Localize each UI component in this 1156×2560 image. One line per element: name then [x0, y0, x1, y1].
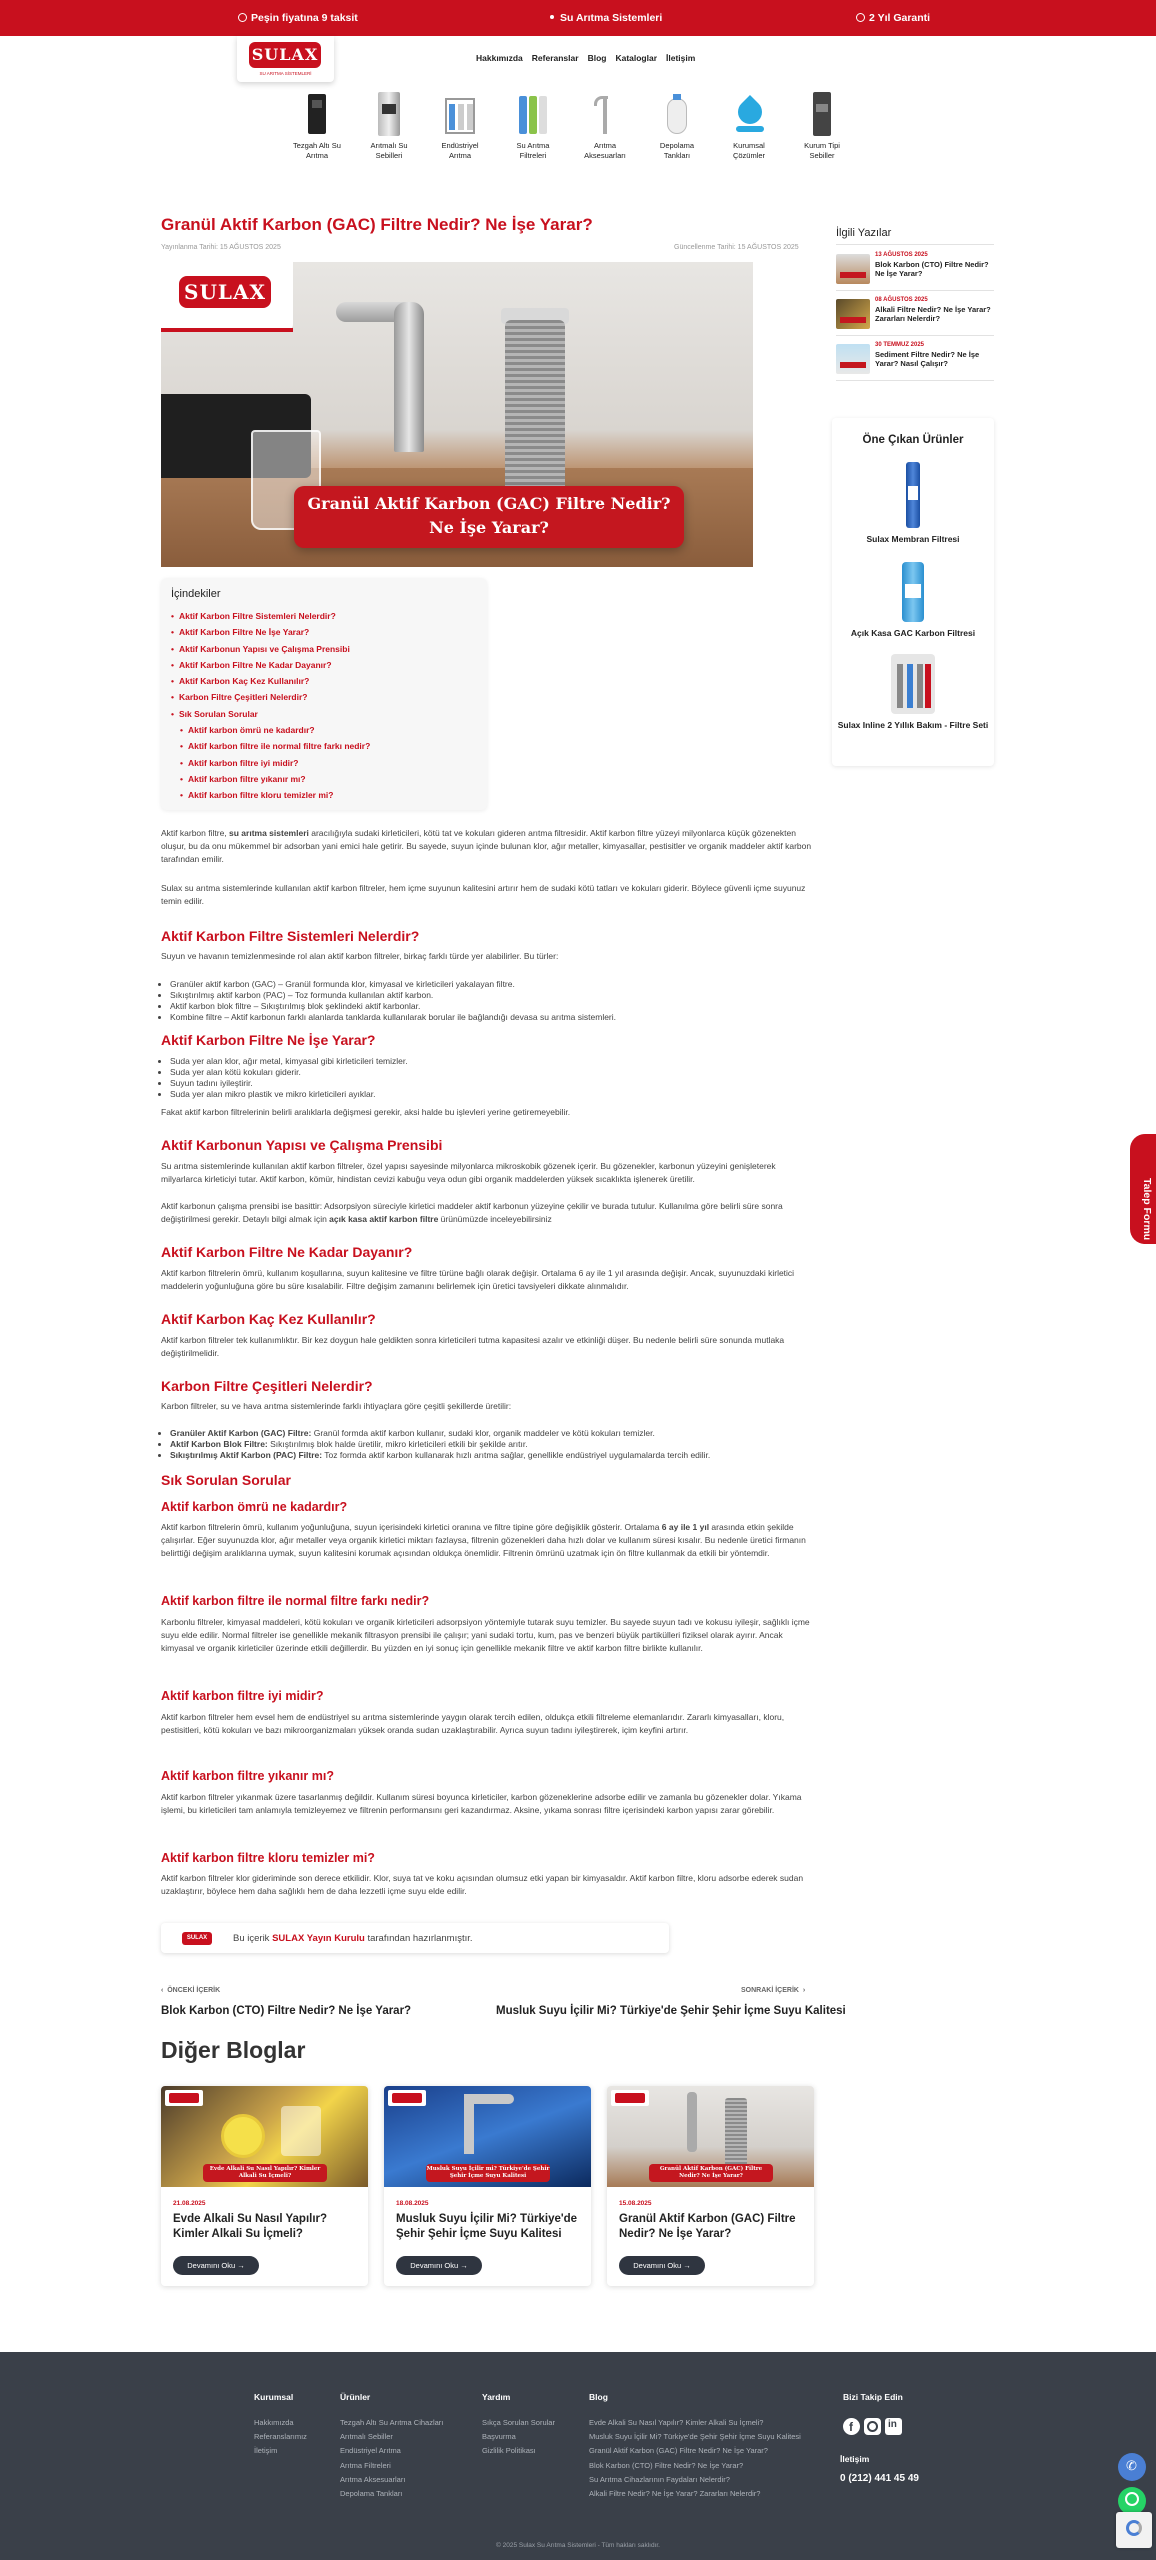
card-title[interactable]: Granül Aktif Karbon (GAC) Filtre Nedir? Ne İşe Yarar?: [619, 2213, 796, 2240]
card-logo: [611, 2090, 649, 2106]
related-post-thumb: [836, 254, 870, 284]
whatsapp-button[interactable]: [1118, 2487, 1146, 2515]
intro-paragraph: Aktif karbon filtre, su arıtma sistemleri aracılığıyla sudaki kirleticileri, kötü tat ve kokuları gideren arıtma filtresidir. Aktif karbon filtre yüzeyi milyonlarca küçük gözenekten oluşur, bu da onu mükemmel bir adsorban yani emici hale getirir. Bu sayede, suyun içinde bulunan klor, ağır metaller, kimyasallar, pestisitler ve organik maddeler aktif karbon tarafından emilir.: [161, 828, 812, 865]
footer-link[interactable]: Arıtmalı Sebiller: [340, 2432, 393, 2442]
published-date: Yayınlanma Tarihi: 15 AĞUSTOS 2025: [161, 244, 281, 251]
footer-link[interactable]: Blok Karbon (CTO) Filtre Nedir? Ne İşe Yarar?: [589, 2460, 744, 2470]
hero-faucet: [394, 302, 424, 452]
list-item: • Sıkıştırılmış Aktif Karbon (PAC) Filtre: Toz formda aktif karbon kullanarak hızlı arıtma sağlar, genellikle endüstriyel uygulamalarda tercih edilir.: [170, 1450, 810, 1461]
article-title: Granül Aktif Karbon (GAC) Filtre Nedir? Ne İşe Yarar?: [161, 215, 593, 234]
instagram-icon[interactable]: [864, 2418, 881, 2435]
section-paragraph: Fakat aktif karbon filtrelerinin belirli aralıklarla değişmesi gerekir, aksi halde bu işlevleri yerine getiremeyebilir.: [161, 1107, 571, 1117]
footer-link[interactable]: Başvurma: [482, 2432, 516, 2442]
footer-link[interactable]: Evde Alkali Su Nasıl Yapılır? Kimler Alkali Su İçmeli?: [589, 2418, 764, 2427]
section-paragraph: Suyun ve havanın temizlenmesinde rol alan aktif karbon filtreler, birkaç farklı türde yer alabilirler. Bu türler:: [161, 951, 559, 961]
toc-subitem[interactable]: • Aktif karbon filtre yıkanır mı?: [171, 771, 477, 787]
list-item: • Aktif Karbon Blok Filtre: Sıkıştırılmış blok halde üretilir, mikro kirleticileri etkili bir şekilde arıtır.: [170, 1439, 810, 1450]
toc-item[interactable]: • Aktif Karbonun Yapısı ve Çalışma Prensibi: [171, 641, 477, 657]
list-item: • Suda yer alan kötü kokuları giderir.: [170, 1067, 810, 1078]
toc-item[interactable]: • Aktif Karbon Filtre Ne Kadar Dayanır?: [171, 657, 477, 673]
other-blogs-title: Diğer Bloglar: [161, 2037, 306, 2063]
section-heading: Aktif Karbon Filtre Ne Kadar Dayanır?: [161, 1244, 413, 1260]
footer-col-corporate: Kurumsal Hakkımızda Referanslarımız İletişim: [254, 2392, 307, 2459]
footer-link[interactable]: Hakkımızda: [254, 2418, 294, 2427]
footer-col-follow: Bizi Takip Edin: [843, 2392, 903, 2402]
list-item: • Kombine filtre – Aktif karbonun farklı alanlarda tanklarda kullanılarak borular ile bağlandığı devasa su arıtma sistemleri.: [170, 1012, 810, 1023]
featured-products-title: Öne Çıkan Ürünler: [862, 434, 964, 446]
section-heading: Aktif Karbon Kaç Kez Kullanılır?: [161, 1311, 376, 1327]
toc-item[interactable]: • Karbon Filtre Çeşitleri Nelerdir?: [171, 689, 477, 705]
category-menu: [282, 92, 872, 164]
table-of-contents: [161, 578, 487, 810]
author-logo: SULAX: [182, 1932, 212, 1945]
section-list: [170, 1428, 810, 1461]
water-dispenser-icon: [372, 92, 406, 136]
footer-link[interactable]: Endüstriyel Arıtma: [340, 2446, 401, 2456]
dot-icon: [550, 15, 554, 19]
filters-icon: [516, 92, 550, 136]
footer-col-blog: Blog Evde Alkali Su Nasıl Yapılır? Kimler Alkali Su İçmeli? Musluk Suyu İçilir Mi? Türkiye'de Şehir Şehir İçme Suyu Kalitesi Granül Aktif Karbon (GAC) Filtre Nedir? Ne İşe Yarar? Blok Karbon (CTO) Filtre Nedir? Ne İşe Yarar? Su Arıtma Cihazlarının Faydaları Nelerdir? Alkali Filtre Nedir? Ne İşe Yarar? Zararları Nelerdir?: [589, 2392, 801, 2501]
featured-product[interactable]: Açık Kasa GAC Karbon Filtresi: [832, 562, 994, 639]
featured-product[interactable]: Sulax Inline 2 Yıllık Bakım - Filtre Seti: [832, 654, 994, 731]
nav-contact[interactable]: İletişim: [666, 53, 696, 63]
category-filters[interactable]: Su Arıtma Filtreleri: [498, 92, 568, 161]
footer-col-products: Ürünler Tezgah Altı Su Arıtma Cihazları Arıtmalı Sebiller Endüstriyel Arıtma Arıtma Filtreleri Arıtma Aksesuarları Depolama Tankları: [340, 2392, 443, 2501]
card-date: 21.08.2025: [173, 2200, 206, 2207]
faucet-icon: [588, 92, 622, 136]
prev-label[interactable]: ‹ ÖNCEKİ İÇERİK: [161, 1987, 221, 1994]
category-corporate[interactable]: Kurumsal Çözümler: [714, 92, 784, 161]
tank-icon: [660, 92, 694, 136]
hero-banner: Granül Aktif Karbon (GAC) Filtre Nedir? Ne İşe Yarar?: [294, 486, 684, 548]
category-undersink[interactable]: Tezgah Altı Su Arıtma: [282, 92, 352, 161]
read-more-button[interactable]: Devamını Oku →: [173, 2256, 259, 2275]
footer-link[interactable]: Referanslarımız: [254, 2432, 307, 2442]
nav-references[interactable]: Referanslar: [531, 53, 579, 63]
divider: [836, 290, 994, 291]
updated-date: Güncellenme Tarihi: 15 AĞUSTOS 2025: [674, 244, 799, 251]
divider: [836, 380, 994, 381]
card-title[interactable]: Musluk Suyu İçilir Mi? Türkiye'de Şehir Şehir İçme Suyu Kalitesi: [396, 2213, 578, 2240]
footer-link[interactable]: Arıtma Aksesuarları: [340, 2474, 406, 2484]
filter-set-image: [891, 654, 935, 714]
list-item: • Sıkıştırılmış aktif karbon (PAC) – Toz formunda kullanılan aktif karbon.: [170, 990, 810, 1001]
related-post-thumb: [836, 344, 870, 374]
footer-link[interactable]: Tezgah Altı Su Arıtma Cihazları: [340, 2418, 444, 2427]
list-item: • Granüler Aktif Karbon (GAC) Filtre: Granül formda aktif karbon kullanır, sudaki klor, organik maddeler ve kötü kokuları temizler.: [170, 1428, 810, 1439]
faq-heading: Sık Sorulan Sorular: [161, 1472, 291, 1488]
list-item: • Aktif karbon blok filtre – Sıkıştırılmış blok şeklindeki aktif karbonlar.: [170, 1001, 810, 1012]
toc-title: İçindekiler: [171, 588, 221, 600]
footer-col-help: Yardım Sıkça Sorulan Sorular Başvurma Gizlilik Politikası: [482, 2392, 555, 2459]
blog-card[interactable]: [384, 2086, 591, 2286]
site-logo[interactable]: [237, 36, 334, 82]
intro-paragraph-2: Sulax su arıtma sistemlerinde kullanılan aktif karbon filtreler, hem içme suyunun kalitesini artırır hem de sudaki kötü tatları ve kokuları giderir. Böylece güvenli içme suyunuz temin edilir.: [161, 883, 806, 907]
footer-link[interactable]: Arıtma Filtreleri: [340, 2460, 391, 2470]
footer-link[interactable]: Granül Aktif Karbon (GAC) Filtre Nedir? Ne İşe Yarar?: [589, 2446, 768, 2456]
section-paragraph: Aktif karbon filtrelerin ömrü, kullanım koşullarına, suyun kalitesine ve filtre türüne bağlı olarak değişir. Ortalama 6 ay ile 1 yıl arasında değişir. Ancak, suyunuzdaki kirletici maddelerin yoğunluğuna göre bu süre kısalabilir. Filtre değişim zamanını belirlemek için üretici tavsiyeleri dikkate alınmalıdır.: [161, 1268, 795, 1292]
prev-post-link[interactable]: Blok Karbon (CTO) Filtre Nedir? Ne İşe Yarar?: [161, 2005, 412, 2017]
toc-subitem[interactable]: • Aktif karbon ömrü ne kadardır?: [171, 722, 477, 738]
phone-icon: ✆: [1126, 2458, 1137, 2473]
footer-link[interactable]: Su Arıtma Cihazlarının Faydaları Nelerdir?: [589, 2474, 730, 2484]
toc-item[interactable]: • Aktif Karbon Filtre Ne İşe Yarar?: [171, 624, 477, 640]
section-heading: Aktif Karbon Filtre Sistemleri Nelerdir?: [161, 928, 420, 944]
nav-catalogs[interactable]: Kataloglar: [615, 53, 658, 63]
faq-question: Aktif karbon filtre iyi midir?: [161, 1689, 324, 1703]
divider: [836, 335, 994, 336]
industrial-purifier-icon: [443, 92, 477, 136]
author-link[interactable]: SULAX Yayın Kurulu: [272, 1933, 365, 1944]
card-date: 18.08.2025: [396, 2200, 429, 2207]
category-tanks[interactable]: Depolama Tankları: [642, 92, 712, 161]
facebook-icon[interactable]: f: [843, 2418, 860, 2435]
logo-tagline: SU ARITMA SİSTEMLERİ: [259, 71, 312, 76]
faq-question: Aktif karbon filtre yıkanır mı?: [161, 1769, 334, 1783]
section-list: [170, 979, 810, 1023]
undersink-purifier-icon: [300, 92, 334, 136]
gac-filter-image: [902, 562, 924, 622]
card-logo: [165, 2090, 203, 2106]
shield-icon: [856, 13, 865, 22]
whatsapp-icon: [1125, 2492, 1139, 2506]
footer-link[interactable]: İletişim: [254, 2446, 278, 2456]
promo-installment: Peşin fiyatına 9 taksit: [238, 12, 358, 24]
section-heading: Aktif Karbon Filtre Ne İşe Yarar?: [161, 1032, 376, 1048]
toc-subitem[interactable]: • Aktif karbon filtre ile normal filtre farkı nedir?: [171, 738, 477, 754]
hero-logo: SULAX: [161, 262, 293, 332]
card-ribbon: Evde Alkali Su Nasıl Yapılır? Kimler Alkali Su İçmeli?: [203, 2164, 327, 2182]
faq-answer: Aktif karbon filtreler yıkanmak üzere tasarlanmış değildir. Kullanım süresi boyunca kirleticiler, karbon gözeneklerine adsorbe edilir ve zamanla bu gözenekler dolar. Yıkama işlemi, bu kirleticileri tam anlamıyla temizleyemez ve filtrenin performansını geri kazandırmaz. Aksine, yıkama sonrası filtre içerisindeki karbon yapısı zarar görebilir.: [161, 1792, 802, 1816]
category-dispensers[interactable]: Arıtmalı Su Sebilleri: [354, 92, 424, 161]
category-industrial[interactable]: Endüstriyel Arıtma: [425, 92, 495, 161]
faq-question: Aktif karbon filtre ile normal filtre farkı nedir?: [161, 1594, 430, 1608]
related-posts-title: İlgili Yazılar: [836, 227, 892, 239]
divider: [836, 244, 994, 245]
next-label[interactable]: SONRAKİ İÇERİK ›: [741, 1987, 806, 1994]
phone-call-button[interactable]: [1118, 2453, 1146, 2481]
logo-mark: SULAX: [249, 42, 321, 68]
category-office-dispensers[interactable]: Kurum Tipi Sebiller: [787, 92, 857, 161]
related-post[interactable]: 30 TEMMUZ 2025 Sediment Filtre Nedir? Ne İşe Yarar? Nasıl Çalışır?: [836, 342, 994, 378]
blog-card[interactable]: [607, 2086, 814, 2286]
related-post[interactable]: 08 AĞUSTOS 2025 Alkali Filtre Nedir? Ne İşe Yarar? Zararları Nelerdir?: [836, 297, 994, 333]
footer-phone[interactable]: 0 (212) 441 45 49: [840, 2473, 919, 2484]
toc-item[interactable]: • Aktif Karbon Kaç Kez Kullanılır?: [171, 673, 477, 689]
toc-item[interactable]: • Sık Sorulan Sorular: [171, 706, 477, 722]
nav-blog[interactable]: Blog: [587, 53, 607, 63]
membrane-filter-image: [906, 462, 920, 528]
link-water-systems[interactable]: su arıtma sistemleri: [229, 828, 309, 838]
next-post-link[interactable]: Musluk Suyu İçilir Mi? Türkiye'de Şehir Şehir İçme Suyu Kalitesi: [496, 2005, 846, 2017]
list-item: • Granüler aktif karbon (GAC) – Granül formunda klor, kimyasal ve kirleticileri yakalayan filtre.: [170, 979, 810, 990]
read-more-button[interactable]: Devamını Oku →: [396, 2256, 482, 2275]
recaptcha-badge[interactable]: [1116, 2512, 1152, 2548]
coin-icon: [238, 13, 247, 22]
card-ribbon: Granül Aktif Karbon (GAC) Filtre Nedir? Ne İşe Yarar?: [649, 2164, 773, 2182]
faq-answer: Aktif karbon filtrelerin ömrü, kullanım yoğunluğuna, suyun içerisindeki kirletici oranına ve filtre tipine göre değişiklik gösterir. Ortalama 6 ay ile 1 yıl arasında etkin şekilde çalışırlar. Eğer suyunuzda klor, ağır metaller veya organik kirletici miktarı fazlaysa, filtrenin gözenekleri daha hızlı dolar ve kullanım süresi kısalır. Bu nedenle üretici firmanın belirttiği değişim aralıklarına uymak, suyun kalitesini korumak açısından oldukça önemlidir. Filtrenin ömrünü uzatmak için ön filtre kullanmak da etkili bir yöntemdir.: [161, 1522, 806, 1559]
toc-item[interactable]: • Aktif Karbon Filtre Sistemleri Nelerdir?: [171, 608, 477, 624]
category-accessories[interactable]: Arıtma Aksesuarları: [570, 92, 640, 161]
section-paragraph: Su arıtma sistemlerinde kullanılan aktif karbon filtreler, özel yapısı sayesinde milyonlarca mikroskobik gözenek içerir. Bu gözenekler, karbonun yüzeyini genişleterek milyarlarca kirleticiyi tutar. Aktif karbon, kömür, hindistan cevizi kabuğu veya odun gibi organik maddelerden yüksek sıcaklıkta işlenerek üretilir.: [161, 1161, 776, 1185]
nav-about[interactable]: Hakkımızda: [476, 53, 523, 63]
card-date: 15.08.2025: [619, 2200, 652, 2207]
footer-contact: İletişim 0 (212) 441 45 49: [840, 2454, 919, 2486]
list-item: • Suyun tadını iyileştirir.: [170, 1078, 810, 1089]
featured-product[interactable]: Sulax Membran Filtresi: [832, 462, 994, 545]
faq-answer: Aktif karbon filtreler klor gideriminde son derece etkilidir. Klor, suya tat ve koku açısından olumsuz etki yapan bir kimyasaldır. Aktif karbon filtre, kloru adsorbe ederek sudan uzaklaştırır, böylece hem daha sağlıklı hem de daha lezzetli içme suyu elde edilir.: [161, 1873, 804, 1897]
main-nav: [476, 53, 704, 63]
linkedin-icon[interactable]: in: [885, 2418, 902, 2435]
footer-link[interactable]: Depolama Tankları: [340, 2489, 403, 2499]
footer-link[interactable]: Gizlilik Politikası: [482, 2446, 536, 2456]
toc-list: [171, 608, 477, 804]
water-drop-icon: [732, 92, 766, 136]
card-logo: [388, 2090, 426, 2106]
blog-card[interactable]: [161, 2086, 368, 2286]
copyright: © 2025 Sulax Su Arıtma Sistemleri - Tüm hakları saklıdır.: [496, 2542, 660, 2549]
author-box: SULAX Bu içerik SULAX Yayın Kurulu tarafından hazırlanmıştır.: [161, 1923, 669, 1953]
footer-link[interactable]: Sıkça Sorulan Sorular: [482, 2418, 555, 2427]
section-paragraph: Karbon filtreler, su ve hava arıtma sistemlerinde farklı ihtiyaçlara göre çeşitli şekillerde üretilir:: [161, 1401, 512, 1411]
link-gac-filter[interactable]: açık kasa aktif karbon filtre: [329, 1214, 439, 1225]
social-icons: [843, 2418, 906, 2440]
section-paragraph: Aktif karbon filtreler tek kullanımlıktır. Bir kez doygun hale geldikten sonra kirleticileri tutma kapasitesi azalır ve etkinliği düşer. Bu nedenle belirli süre sonunda mutlaka değiştirilmelidir.: [161, 1335, 785, 1359]
promo-systems: Su Arıtma Sistemleri: [550, 12, 662, 24]
read-more-button[interactable]: Devamını Oku →: [619, 2256, 705, 2275]
site-footer: [0, 2352, 1156, 2560]
request-form-tab[interactable]: Talep Formu: [1130, 1134, 1156, 1244]
list-item: • Suda yer alan mikro plastik ve mikro kirleticileri ayıklar.: [170, 1089, 810, 1100]
section-paragraph: Aktif karbonun çalışma prensibi ise basittir: Adsorpsiyon süreciyle kirletici maddeler aktif karbonun yüzeyine çekilir ve burada tutulur. Kullanılma göre belirli süre sonra değiştirilmesi gerekir. Detaylı bilgi almak için açık kasa aktif karbon filtre ürünümüzde inceleyebilirsiniz: [161, 1201, 783, 1225]
faq-answer: Karbonlu filtreler, kimyasal maddeleri, kötü kokuları ve organik kirleticileri adsorpsiyon yöntemiyle tutarak suyu temizler. Bu sayede suyun tadı ve kokusu iyileşir, sağlıklı içme suyu elde edilir. Normal filtreler ise genellikle mekanik filtrasyon prensibi ile çalışır; yani sudaki tortu, kum, pas ve benzeri büyük partikülleri fiziksel olarak ayırır. Ancak kimyasal ve organik kirleticiler üzerinde etkili değillerdir. Bu yüzden en iyi sonuç için genellikle mekanik filtre ve aktif karbon filtre birlikte kullanılır.: [161, 1617, 810, 1654]
promo-bar: [0, 0, 1156, 36]
toc-subitem[interactable]: • Aktif karbon filtre kloru temizler mi?: [171, 787, 477, 803]
footer-link[interactable]: Musluk Suyu İçilir Mi? Türkiye'de Şehir Şehir İçme Suyu Kalitesi: [589, 2432, 801, 2442]
faq-question: Aktif karbon ömrü ne kadardır?: [161, 1500, 348, 1514]
card-ribbon: Musluk Suyu İçilir mi? Türkiye'de Şehir Şehir İçme Suyu Kalitesi: [426, 2164, 550, 2182]
section-heading: Karbon Filtre Çeşitleri Nelerdir?: [161, 1378, 373, 1394]
faq-question: Aktif karbon filtre kloru temizler mi?: [161, 1851, 375, 1865]
recaptcha-icon: [1126, 2520, 1142, 2536]
section-heading: Aktif Karbonun Yapısı ve Çalışma Prensibi: [161, 1137, 443, 1153]
faq-answer: Aktif karbon filtreler hem evsel hem de endüstriyel su arıtma sistemlerinde yaygın olarak tercih edilen, oldukça etkili filtreleme elemanlarıdır. Zararlı kimyasalları, kloru, pestisitleri, kötü kokuları ve bazı mikroorganizmaları yüksek oranda sudan uzaklaştırabilir. Ayrıca suyun tadını iyileştirerek, içim keyfini artırır.: [161, 1712, 785, 1736]
list-item: • Suda yer alan klor, ağır metal, kimyasal gibi kirleticileri temizler.: [170, 1056, 810, 1067]
card-title[interactable]: Evde Alkali Su Nasıl Yapılır? Kimler Alkali Su İçmeli?: [173, 2213, 328, 2240]
office-dispenser-icon: [805, 92, 839, 136]
footer-link[interactable]: Alkali Filtre Nedir? Ne İşe Yarar? Zararları Nelerdir?: [589, 2489, 761, 2499]
related-post[interactable]: 13 AĞUSTOS 2025 Blok Karbon (CTO) Filtre Nedir? Ne İşe Yarar?: [836, 252, 994, 288]
hero-image: [161, 262, 753, 567]
toc-subitem[interactable]: • Aktif karbon filtre iyi midir?: [171, 755, 477, 771]
section-list: [170, 1056, 810, 1100]
promo-warranty: 2 Yıl Garanti: [856, 12, 930, 24]
related-post-thumb: [836, 299, 870, 329]
